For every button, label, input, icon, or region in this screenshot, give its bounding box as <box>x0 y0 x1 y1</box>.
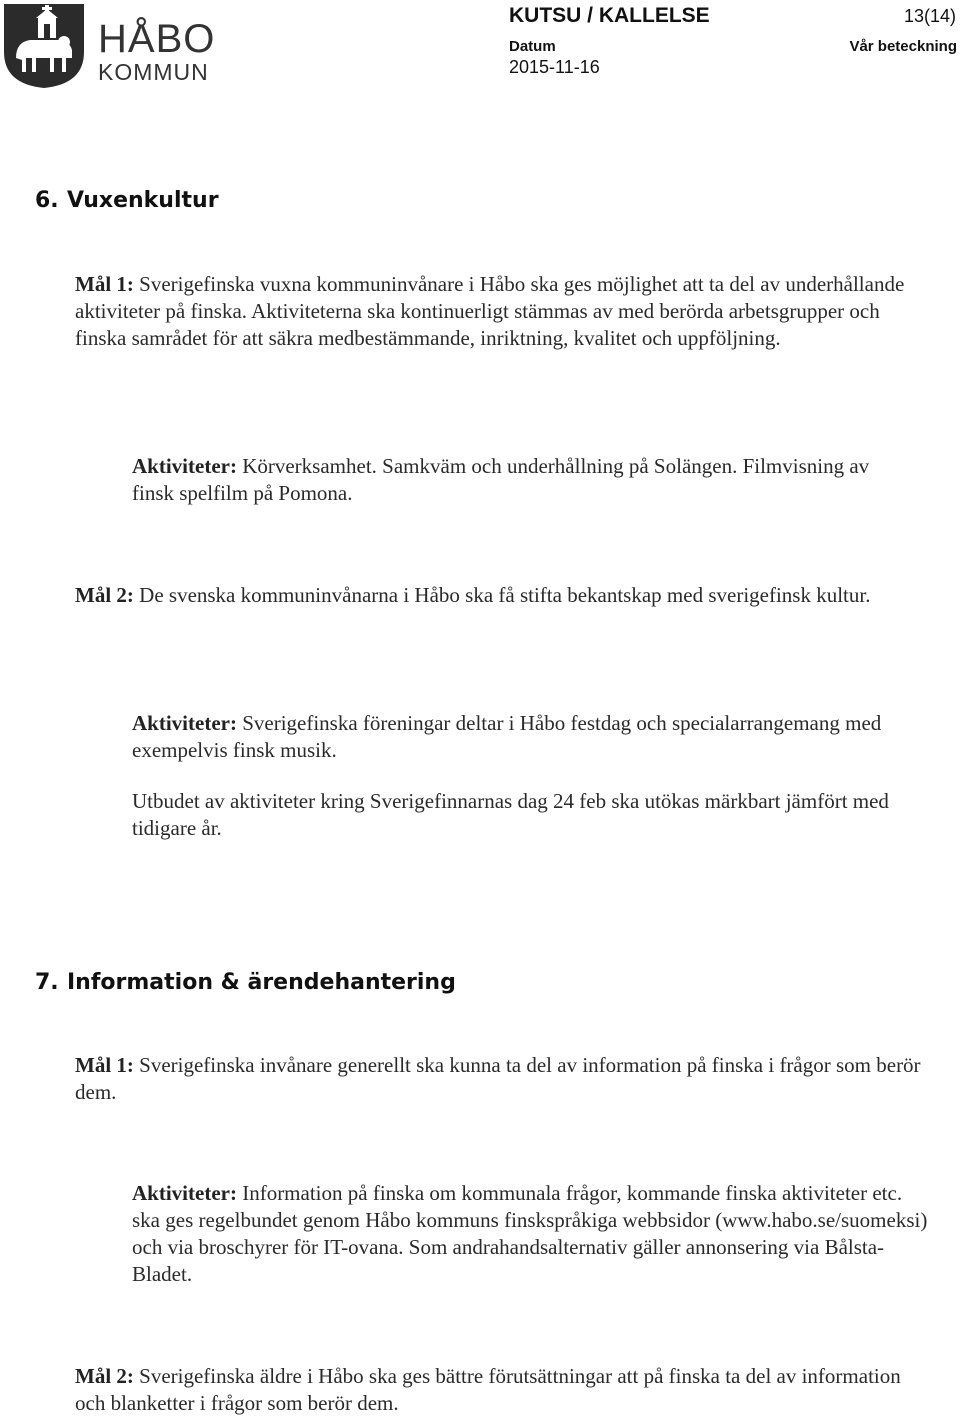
section-heading-vuxenkultur <box>35 188 219 213</box>
document-date: 2015-11-16 <box>509 57 600 77</box>
activities-paragraph <box>132 1180 932 1288</box>
goal-label: Mål 2: <box>75 583 134 607</box>
goal-1-paragraph <box>75 271 925 352</box>
coat-of-arms-icon <box>4 4 84 88</box>
page-number: 13(14) <box>903 6 956 26</box>
document-type: KUTSU / KALLELSE <box>509 4 710 27</box>
goal-text: Sverigefinska invånare generellt ska kunna ta del av information på finska i frågor som berör dem. <box>75 1053 921 1104</box>
goal-2-paragraph <box>75 582 925 609</box>
section-number: 7. <box>35 970 59 995</box>
goal-text: Sverigefinska äldre i Håbo ska ges bättre förutsättningar att på finska ta del av information och blanketter i frågor som berör dem. <box>75 1364 901 1415</box>
section-number: 6. <box>35 188 59 213</box>
section-title: Vuxenkultur <box>67 188 219 213</box>
reference-label: Vår beteckning <box>849 38 957 55</box>
section-title: Information & ärendehantering <box>67 970 456 995</box>
goal-2-paragraph <box>75 1363 925 1417</box>
goal-label: Mål 1: <box>75 1053 134 1077</box>
activities-label: Aktiviteter: <box>132 1181 237 1205</box>
habo-kommun-logo <box>2 2 242 90</box>
activities-text: Information på finska om kommunala frågor, kommande finska aktiviteter etc. ska ges regelbundet genom Håbo kommuns finskspråkiga webbsidor (www.habo.se/suomeksi) och via broschyrer för IT-ovana. Som andrahandsalternativ gäller annonsering via Bålsta-Bladet. <box>132 1181 928 1286</box>
activities-text: Körverksamhet. Samkväm och underhållning på Solängen. Filmvisning av finsk spelfilm på Pomona. <box>132 454 870 505</box>
activities-text: Sverigefinska föreningar deltar i Håbo festdag och specialarrangemang med exempelvis finsk musik. <box>132 711 882 762</box>
goal-label: Mål 2: <box>75 1364 134 1388</box>
logo-text-kommun: KOMMUN <box>98 59 209 85</box>
activities-paragraph <box>132 453 892 507</box>
goal-text: De svenska kommuninvånarna i Håbo ska få stifta bekantskap med sverigefinsk kultur. <box>133 583 871 607</box>
date-label: Datum <box>509 38 556 55</box>
note-text: Utbudet av aktiviteter kring Sverigefinnarnas dag 24 feb ska utökas märkbart jämfört med tidigare år. <box>132 789 889 840</box>
goal-1-paragraph <box>75 1052 925 1106</box>
activities-label: Aktiviteter: <box>132 711 237 735</box>
goal-label: Mål 1: <box>75 272 134 296</box>
goal-text: Sverigefinska vuxna kommuninvånare i Håbo ska ges möjlighet att ta del av underhållande aktiviteter på finska. Aktiviteterna ska kontinuerligt stämmas av med berörda arbetsgrupper och finska samrådet för att säkra medbestämmande, inriktning, kvalitet och uppföljning. <box>75 272 905 350</box>
logo-text-habo: HÅBO <box>98 17 216 61</box>
section-heading-information <box>35 970 456 995</box>
activities-note-paragraph <box>132 788 892 842</box>
activities-paragraph <box>132 710 892 764</box>
activities-label: Aktiviteter: <box>132 454 237 478</box>
